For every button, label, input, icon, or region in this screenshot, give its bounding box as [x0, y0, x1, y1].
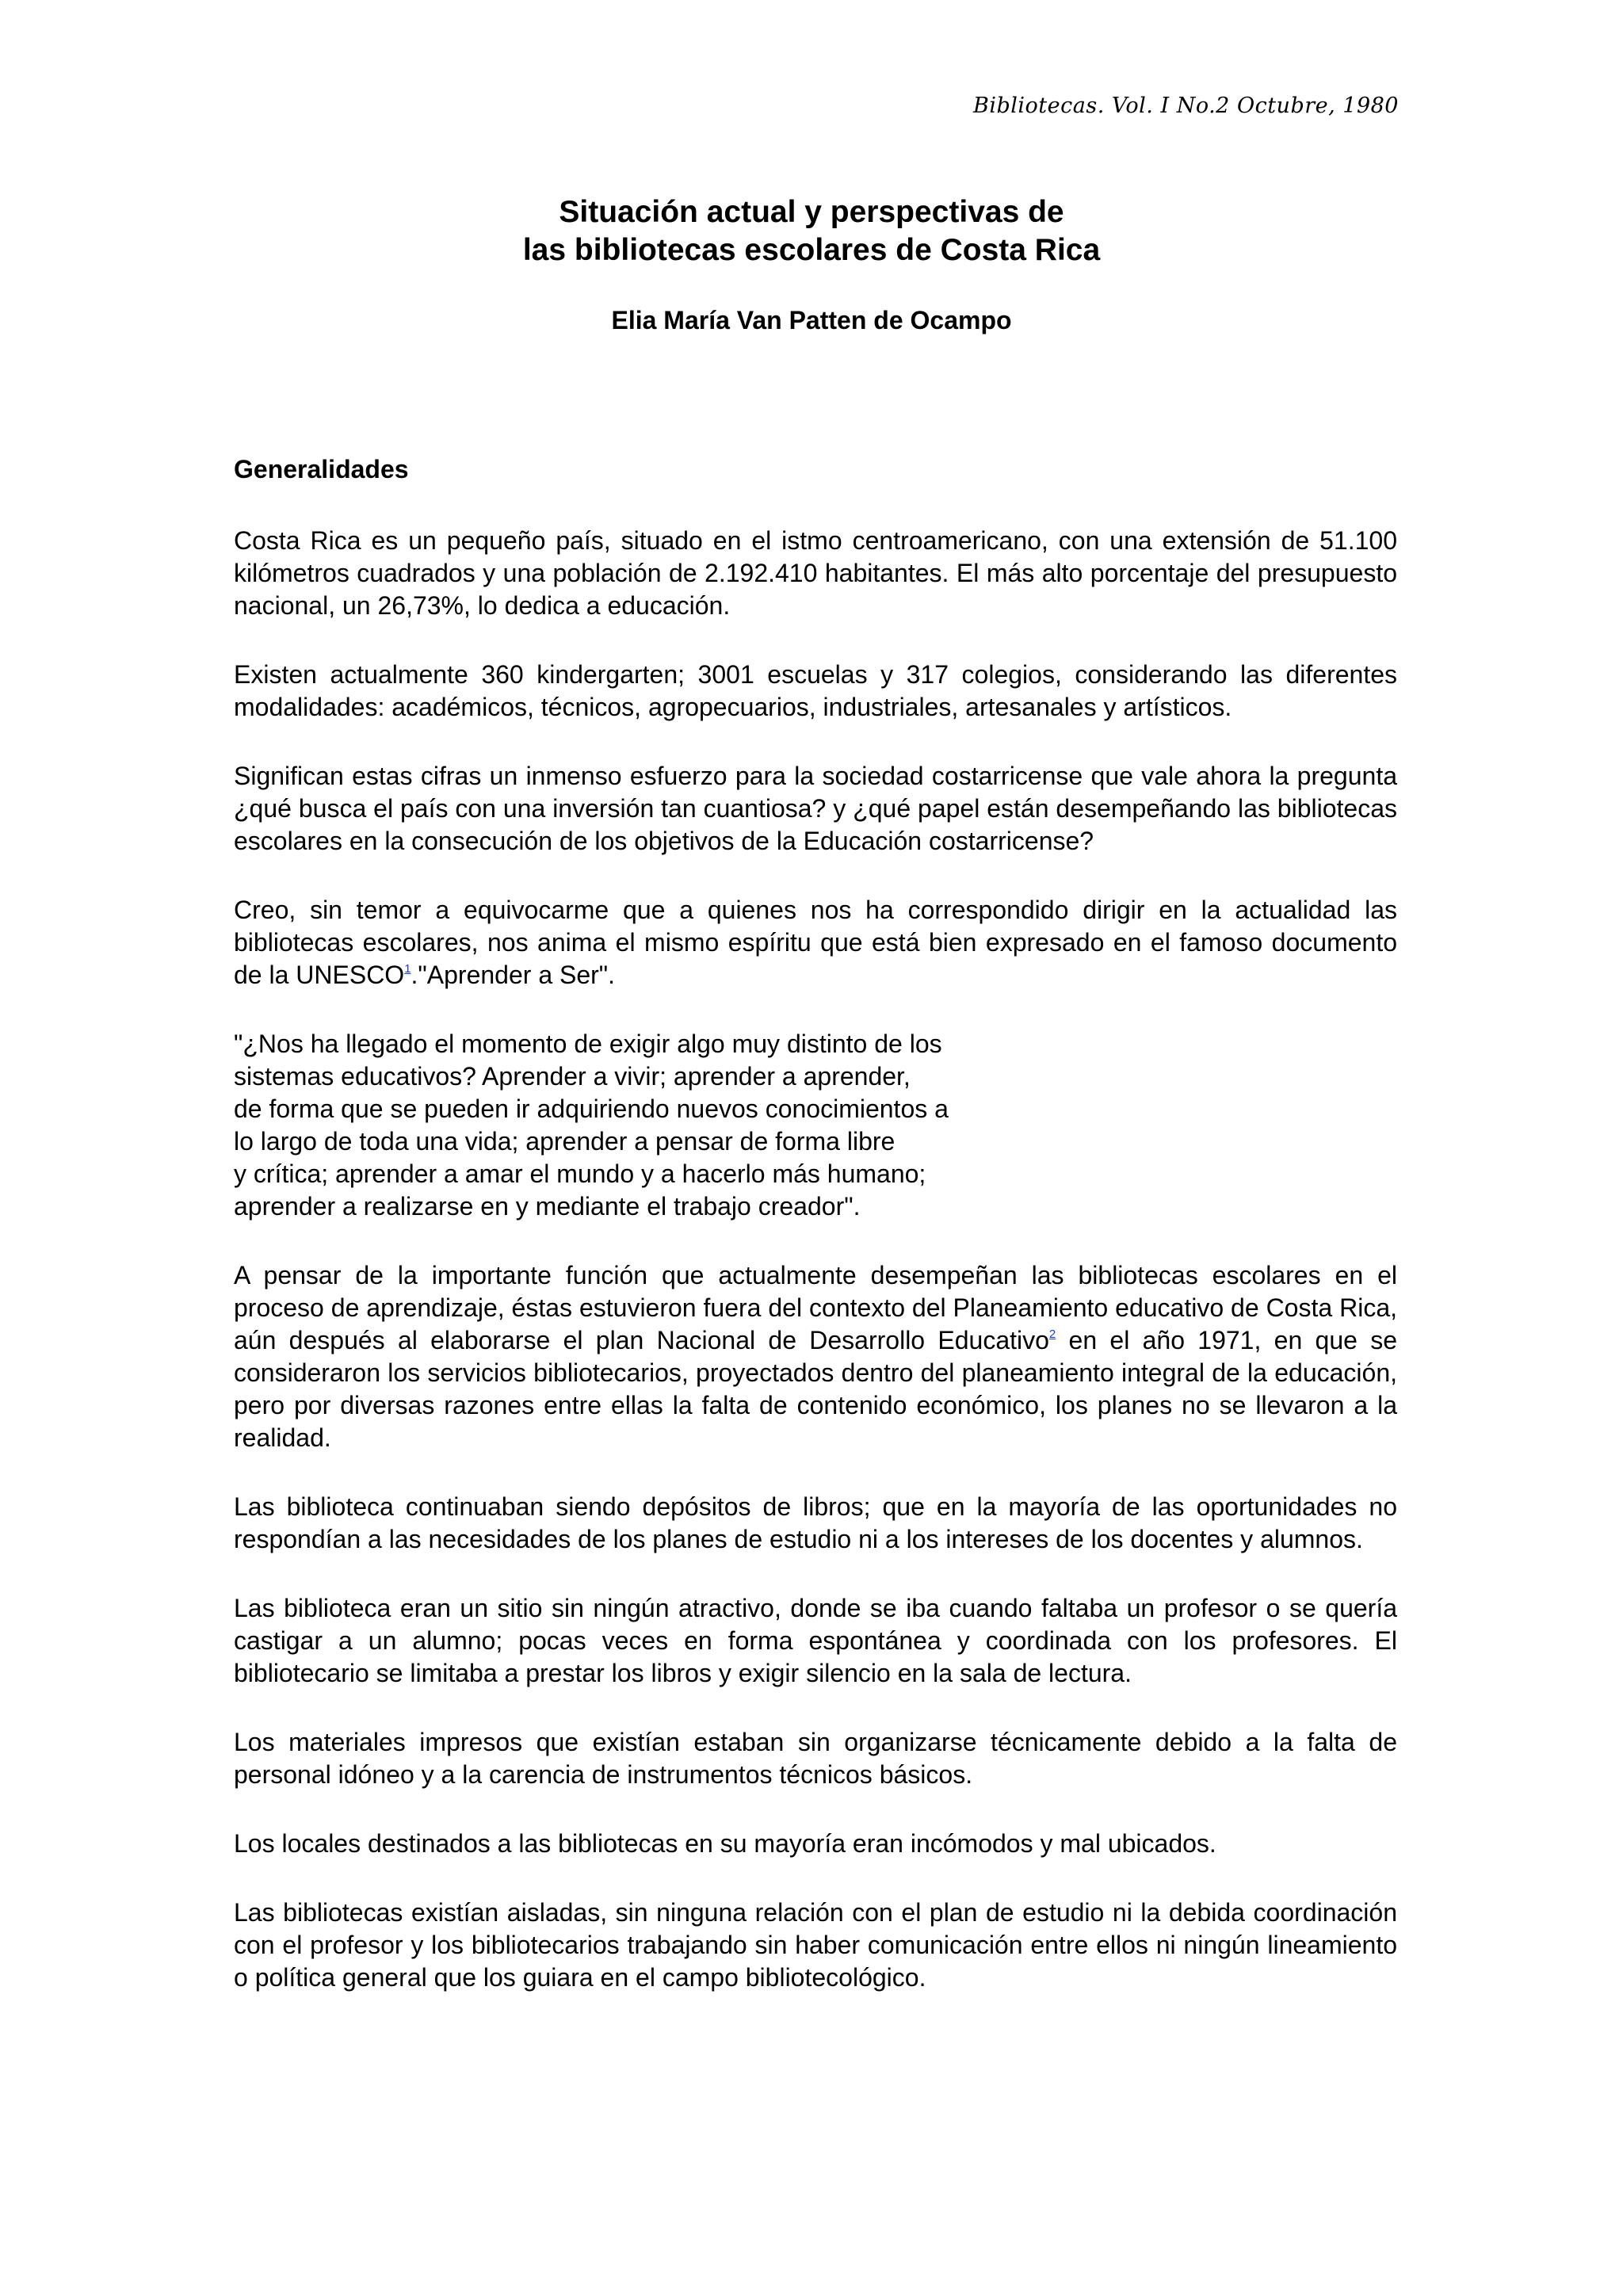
paragraph-7: Las biblioteca eran un sitio sin ningún atractivo, donde se iba cuando faltaba un profesor o se quería castigar a un alumno; pocas veces en forma espontánea y coordinada con los profesores. El bibliotecario se limitaba a prestar los libros y exigir silencio en la sala de lectura. — [234, 1594, 1397, 1687]
quote-line: lo largo de toda una vida; aprender a pensar de forma libre — [234, 1127, 896, 1156]
paragraph-3: Significan estas cifras un inmenso esfuerzo para la sociedad costarricense que vale ahora la pregunta ¿qué busca el país con una inversión tan cuantiosa? y ¿qué papel están desempeñando las bibliotecas escolares en la consecución de los objetivos de la Educación costarricense? — [234, 762, 1397, 855]
paragraph-5 — [234, 1259, 1397, 1454]
quote-line: sistemas educativos? Aprender a vivir; aprender a aprender, — [234, 1062, 911, 1091]
paragraph-4-text-end: ."Aprender a Ser". — [411, 961, 616, 989]
paragraph-9: Los locales destinados a las bibliotecas en su mayoría eran incómodos y mal ubicados. — [234, 1829, 1216, 1858]
paragraph-10: Las bibliotecas existían aisladas, sin ninguna relación con el plan de estudio ni la debida coordinación con el profesor y los bibliotecarios trabajando sin haber comunicación entre ellos ni ningún lineamiento o política general que los guiara en el campo bibliotecológico. — [234, 1898, 1397, 1992]
block-quote — [234, 1028, 1026, 1223]
section-heading: Generalidades — [234, 455, 409, 483]
author-name: Elia María Van Patten de Ocampo — [611, 306, 1012, 334]
running-header: Bibliotecas. Vol. I No.2 Octubre, 1980 — [973, 94, 1399, 118]
quote-line: aprender a realizarse en y mediante el trabajo creador". — [234, 1192, 861, 1221]
paragraph-2: Existen actualmente 360 kindergarten; 3001 escuelas y 317 colegios, considerando las diferentes modalidades: académicos, técnicos, agropecuarios, industriales, artesanales y artísticos. — [234, 660, 1397, 721]
paragraph-5-text: A pensar de la importante función que actualmente desempeñan las bibliotecas escolares en el proceso de aprendizaje, éstas estuvieron fuera del contexto del Planeamiento educativo de Costa Rica, aún después al elaborarse el plan Nacional de Desarrollo Educativo — [234, 1261, 1397, 1354]
paragraph-6: Las biblioteca continuaban siendo depósitos de libros; que en la mayoría de las oportunidades no respondían a las necesidades de los planes de estudio ni a los intereses de los docentes y alumnos. — [234, 1492, 1397, 1553]
footnote-link-2[interactable]: 2 — [1048, 1328, 1056, 1341]
paragraph-4 — [234, 894, 1397, 991]
paragraph-4-text: Creo, sin temor a equivocarme que a quienes nos ha correspondido dirigir en la actualidad las bibliotecas escolares, nos anima el mismo espíritu que está bien expresado en el famoso documento de la UNESCO — [234, 896, 1397, 989]
quote-line: y crítica; aprender a amar el mundo y a hacerlo más humano; — [234, 1159, 926, 1188]
title-line-2: las bibliotecas escolares de Costa Rica — [522, 233, 1101, 267]
quote-line: "¿Nos ha llegado el momento de exigir algo muy distinto de los — [234, 1030, 942, 1058]
paragraph-5-text-end: en el año 1971, en que se consideraron los servicios bibliotecarios, proyectados dentro del planeamiento integral de la educación, pero por diversas razones entre ellas la falta de contenido económico, los planes no se llevaron a la realidad. — [234, 1326, 1398, 1452]
article-title — [0, 193, 1623, 269]
article-body — [234, 453, 1397, 2030]
footnote-link-1[interactable]: 1 — [404, 962, 411, 976]
quote-line: de forma que se pueden ir adquiriendo nuevos conocimientos a — [234, 1095, 949, 1123]
paragraph-8: Los materiales impresos que existían estaban sin organizarse técnicamente debido a la falta de personal idóneo y a la carencia de instrumentos técnicos básicos. — [234, 1728, 1397, 1789]
paragraph-1: Costa Rica es un pequeño país, situado en el istmo centroamericano, con una extensión de 51.100 kilómetros cuadrados y una población de 2.192.410 habitantes. El más alto porcentaje del presupuesto nacional, un 26,73%, lo dedica a educación. — [234, 526, 1397, 620]
title-line-1: Situación actual y perspectivas de — [559, 195, 1064, 229]
